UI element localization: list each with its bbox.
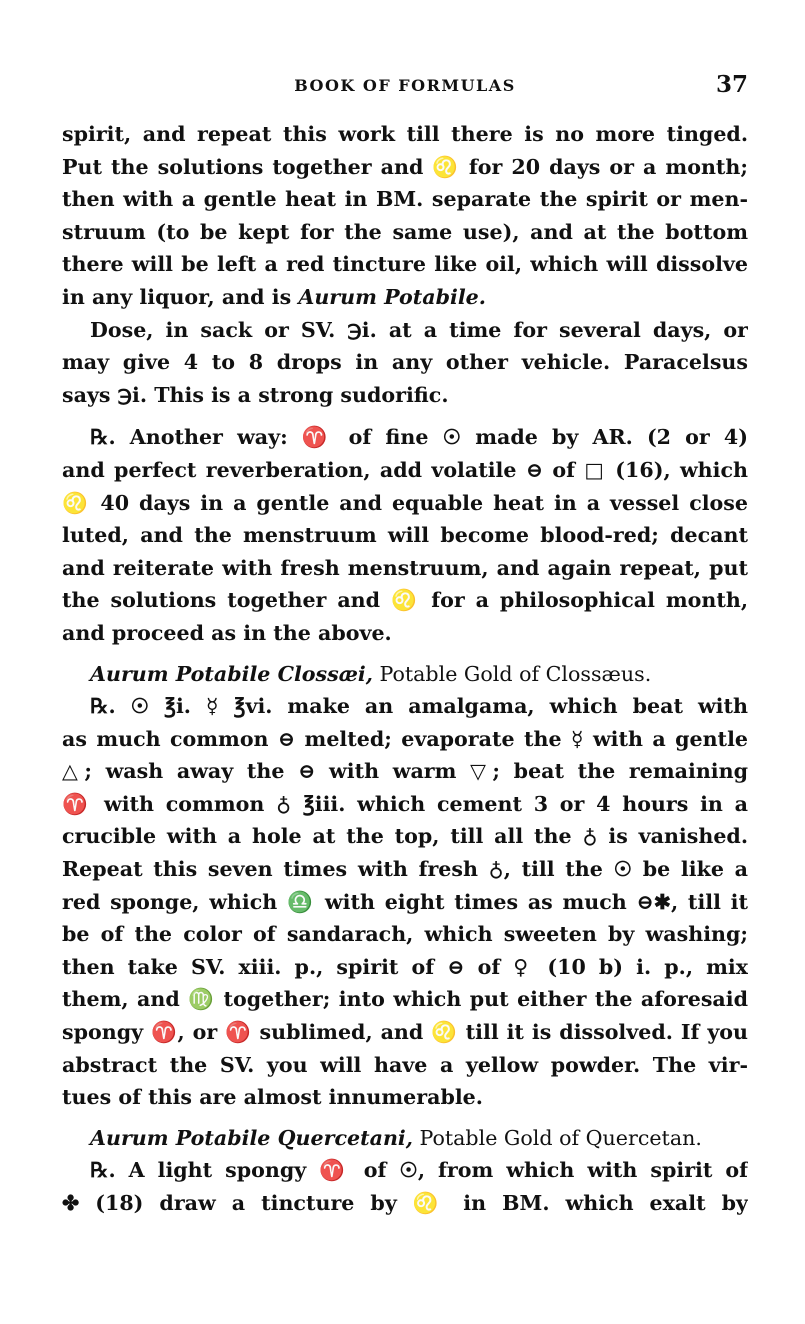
text-line: abstract the SV. you will have a yellow powder. The vir- — [62, 1052, 748, 1077]
running-head — [62, 71, 748, 98]
text-line: ℞. Another way: ♈ of fine ☉ made by AR. (2 or 4) — [90, 425, 748, 450]
text-line: the solutions together and ♌ for a philosophical month, — [62, 588, 748, 613]
text-line: and perfect reverberation, add volatile ⊖ of □ (16), which — [62, 457, 748, 482]
heading-latin: Aurum Potabile Clossæi, — [90, 661, 373, 686]
text-line: Put the solutions together and ♌ for 20 days or a month; — [62, 154, 748, 179]
page-number: 37 — [715, 71, 748, 98]
paragraph — [62, 421, 748, 649]
body-text — [62, 118, 748, 1220]
text-line: them, and ♍ together; into which put either the aforesaid — [62, 987, 748, 1012]
paragraph — [62, 118, 748, 314]
latin-term: Aurum Potabile. — [298, 284, 486, 309]
text-line: luted, and the menstruum will become blood-red; decant — [62, 523, 748, 548]
text-line: red sponge, which ♎ with eight times as much ⊖✱, till it — [62, 889, 748, 914]
paragraph — [62, 1154, 748, 1219]
text-line: struum (to be kept for the same use), and at the bottom — [62, 219, 748, 244]
text-line: ℞. A light spongy ♈ of ☉, from which with spirit of — [90, 1158, 748, 1183]
text-line: and proceed as in the above. — [62, 620, 392, 645]
text-line: ♈ with common ♁ ℥iii. which cement 3 or 4 hours in a — [62, 791, 748, 816]
heading-english: Potable Gold of Clossæus. — [372, 661, 652, 686]
text-line: △; wash away the ⊖ with warm ▽; beat the remaining — [62, 759, 748, 784]
section-heading — [62, 1122, 748, 1155]
text-line: ✤ (18) draw a tincture by ♌ in BM. which exalt by — [62, 1191, 748, 1215]
running-title: BOOK OF FORMULAS — [294, 76, 516, 95]
text-line: be of the color of sandarach, which sweeten by washing; — [62, 922, 748, 947]
text-line: spirit, and repeat this work till there is no more tinged. — [62, 122, 748, 146]
text-line: ♌ 40 days in a gentle and equable heat in a vessel close — [62, 490, 748, 515]
text-line: may give 4 to 8 drops in any other vehicle. Paracelsus — [62, 350, 748, 375]
paragraph — [62, 690, 748, 1114]
text-line: Dose, in sack or SV. ℈i. at a time for several days, or — [90, 317, 748, 342]
heading-latin: Aurum Potabile Quercetani, — [90, 1125, 413, 1150]
text-line: there will be left a red tincture like oil, which will dissolve — [62, 252, 748, 277]
text-line: spongy ♈, or ♈ sublimed, and ♌ till it is dissolved. If you — [62, 1020, 748, 1045]
text-line: tues of this are almost innumerable. — [62, 1085, 483, 1110]
text-line: ℞. ☉ ℥i. ☿ ℥vi. make an amalgama, which beat with — [90, 694, 748, 719]
text-line: as much common ⊖ melted; evaporate the ☿ with a gentle — [62, 726, 748, 751]
text-line: then with a gentle heat in BM. separate the spirit or men- — [62, 187, 748, 212]
text-line: crucible with a hole at the top, till all the ♁ is vanished. — [62, 824, 748, 849]
text-line: says ℈i. This is a strong sudorific. — [62, 382, 449, 407]
heading-english: Potable Gold of Quercetan. — [412, 1125, 702, 1150]
text-line: and reiterate with fresh menstruum, and again repeat, put — [62, 555, 748, 580]
section-heading — [62, 658, 748, 691]
text-line: Repeat this seven times with fresh ♁, till the ☉ be like a — [62, 857, 748, 882]
paragraph — [62, 314, 748, 412]
text-line: then take SV. xiii. p., spirit of ⊖ of ♀ (10 b) i. p., mix — [62, 954, 748, 979]
text-line: in any liquor, and is Aurum Potabile. — [62, 284, 486, 309]
